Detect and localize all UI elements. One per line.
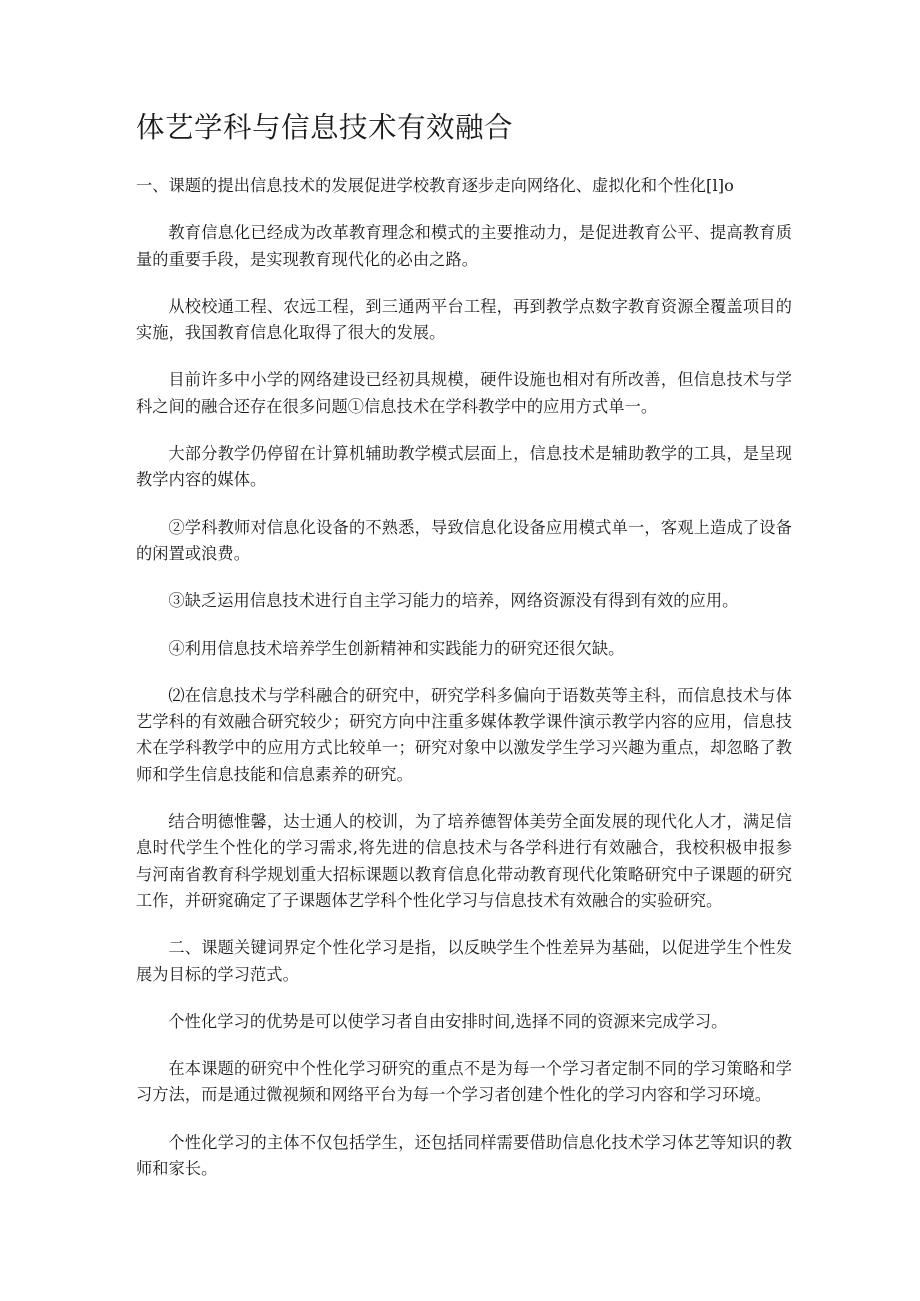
paragraph: ④利用信息技术培养学生创新精神和实践能力的研究还很欠缺。 [168, 638, 625, 658]
paragraph-section-one-heading: 一、课题的提出信息技术的发展促进学校教育逐步走向网络化、虚拟化和个性化[l]o [136, 176, 735, 195]
document-title: 体艺学科与信息技术有效融合 [136, 111, 514, 144]
paragraph: ③缺乏运用信息技术进行自主学习能力的培养，网络资源没有得到有效的应用。 [168, 591, 739, 611]
paragraph: 从校校通工程、农远工程，到三通两平台工程，再到教学点数字教育资源全覆盖项目的实施，我国教育信息化取得了很大的发展。 [136, 296, 792, 343]
paragraph: 个性化学习的优势是可以使学习者自由安排时间,选择不同的资源来完成学习。 [168, 1011, 728, 1031]
paragraph: 目前许多中小学的网络建设已经初具规模，硬件设施也相对有所改善，但信息技术与学科之间的融合还存在很多问题①信息技术在学科教学中的应用方式单一。 [136, 370, 792, 416]
paragraph-section-two-heading: 二、课题关键词界定个性化学习是指，以反映学生个性差异为基础，以促进学生个性发展为目标的学习范式。 [136, 938, 792, 984]
paragraph: 大部分教学仍停留在计算机辅助教学模式层面上，信息技术是辅助教学的工具，是呈现教学内容的媒体。 [136, 444, 792, 490]
paragraph: ⑵在信息技术与学科融合的研究中，研究学科多偏向于语数英等主科，而信息技术与体艺学科的有效融合研究较少；研究方向中注重多媒体教学课件演示教学内容的应用，信息技术在学科教学中的应用方式比较单一；研究对象中以激发学生学习兴趣为重点，却忽略了教师和学生信息技能和信息素养的研究。 [136, 685, 792, 784]
document-body [136, 173, 792, 1203]
paragraph: 个性化学习的主体不仅包括学生，还包括同样需要借助信息化技术学习体艺等知识的教师和家长。 [136, 1132, 792, 1179]
paragraph: 在本课题的研究中个性化学习研究的重点不是为每一个学习者定制不同的学习策略和学习方法，而是通过微视频和网络平台为每一个学习者创建个性化的学习内容和学习环境。 [136, 1059, 792, 1105]
paragraph: 教育信息化已经成为改革教育理念和模式的主要推动力，是促进教育公平、提高教育质量的重要手段，是实现教育现代化的必由之路。 [136, 223, 792, 269]
paragraph: 结合明德惟馨，达士通人的校训，为了培养德智体美劳全面发展的现代化人才，满足信息时代学生个性化的学习需求,将先进的信息技术与各学科进行有效融合，我校积极申报参与河南省教育科学规划重大招标课题以教育信息化带动教育现代化策略研究中子课题的研究工作，并研窕确定了子课题体艺学科个性化学习与信息技术有效融合的实验研究。 [136, 812, 792, 910]
paragraph: ②学科教师对信息化设备的不熟悉，导致信息化设备应用模式单一，客观上造成了设备的闲置或浪费。 [136, 517, 792, 563]
